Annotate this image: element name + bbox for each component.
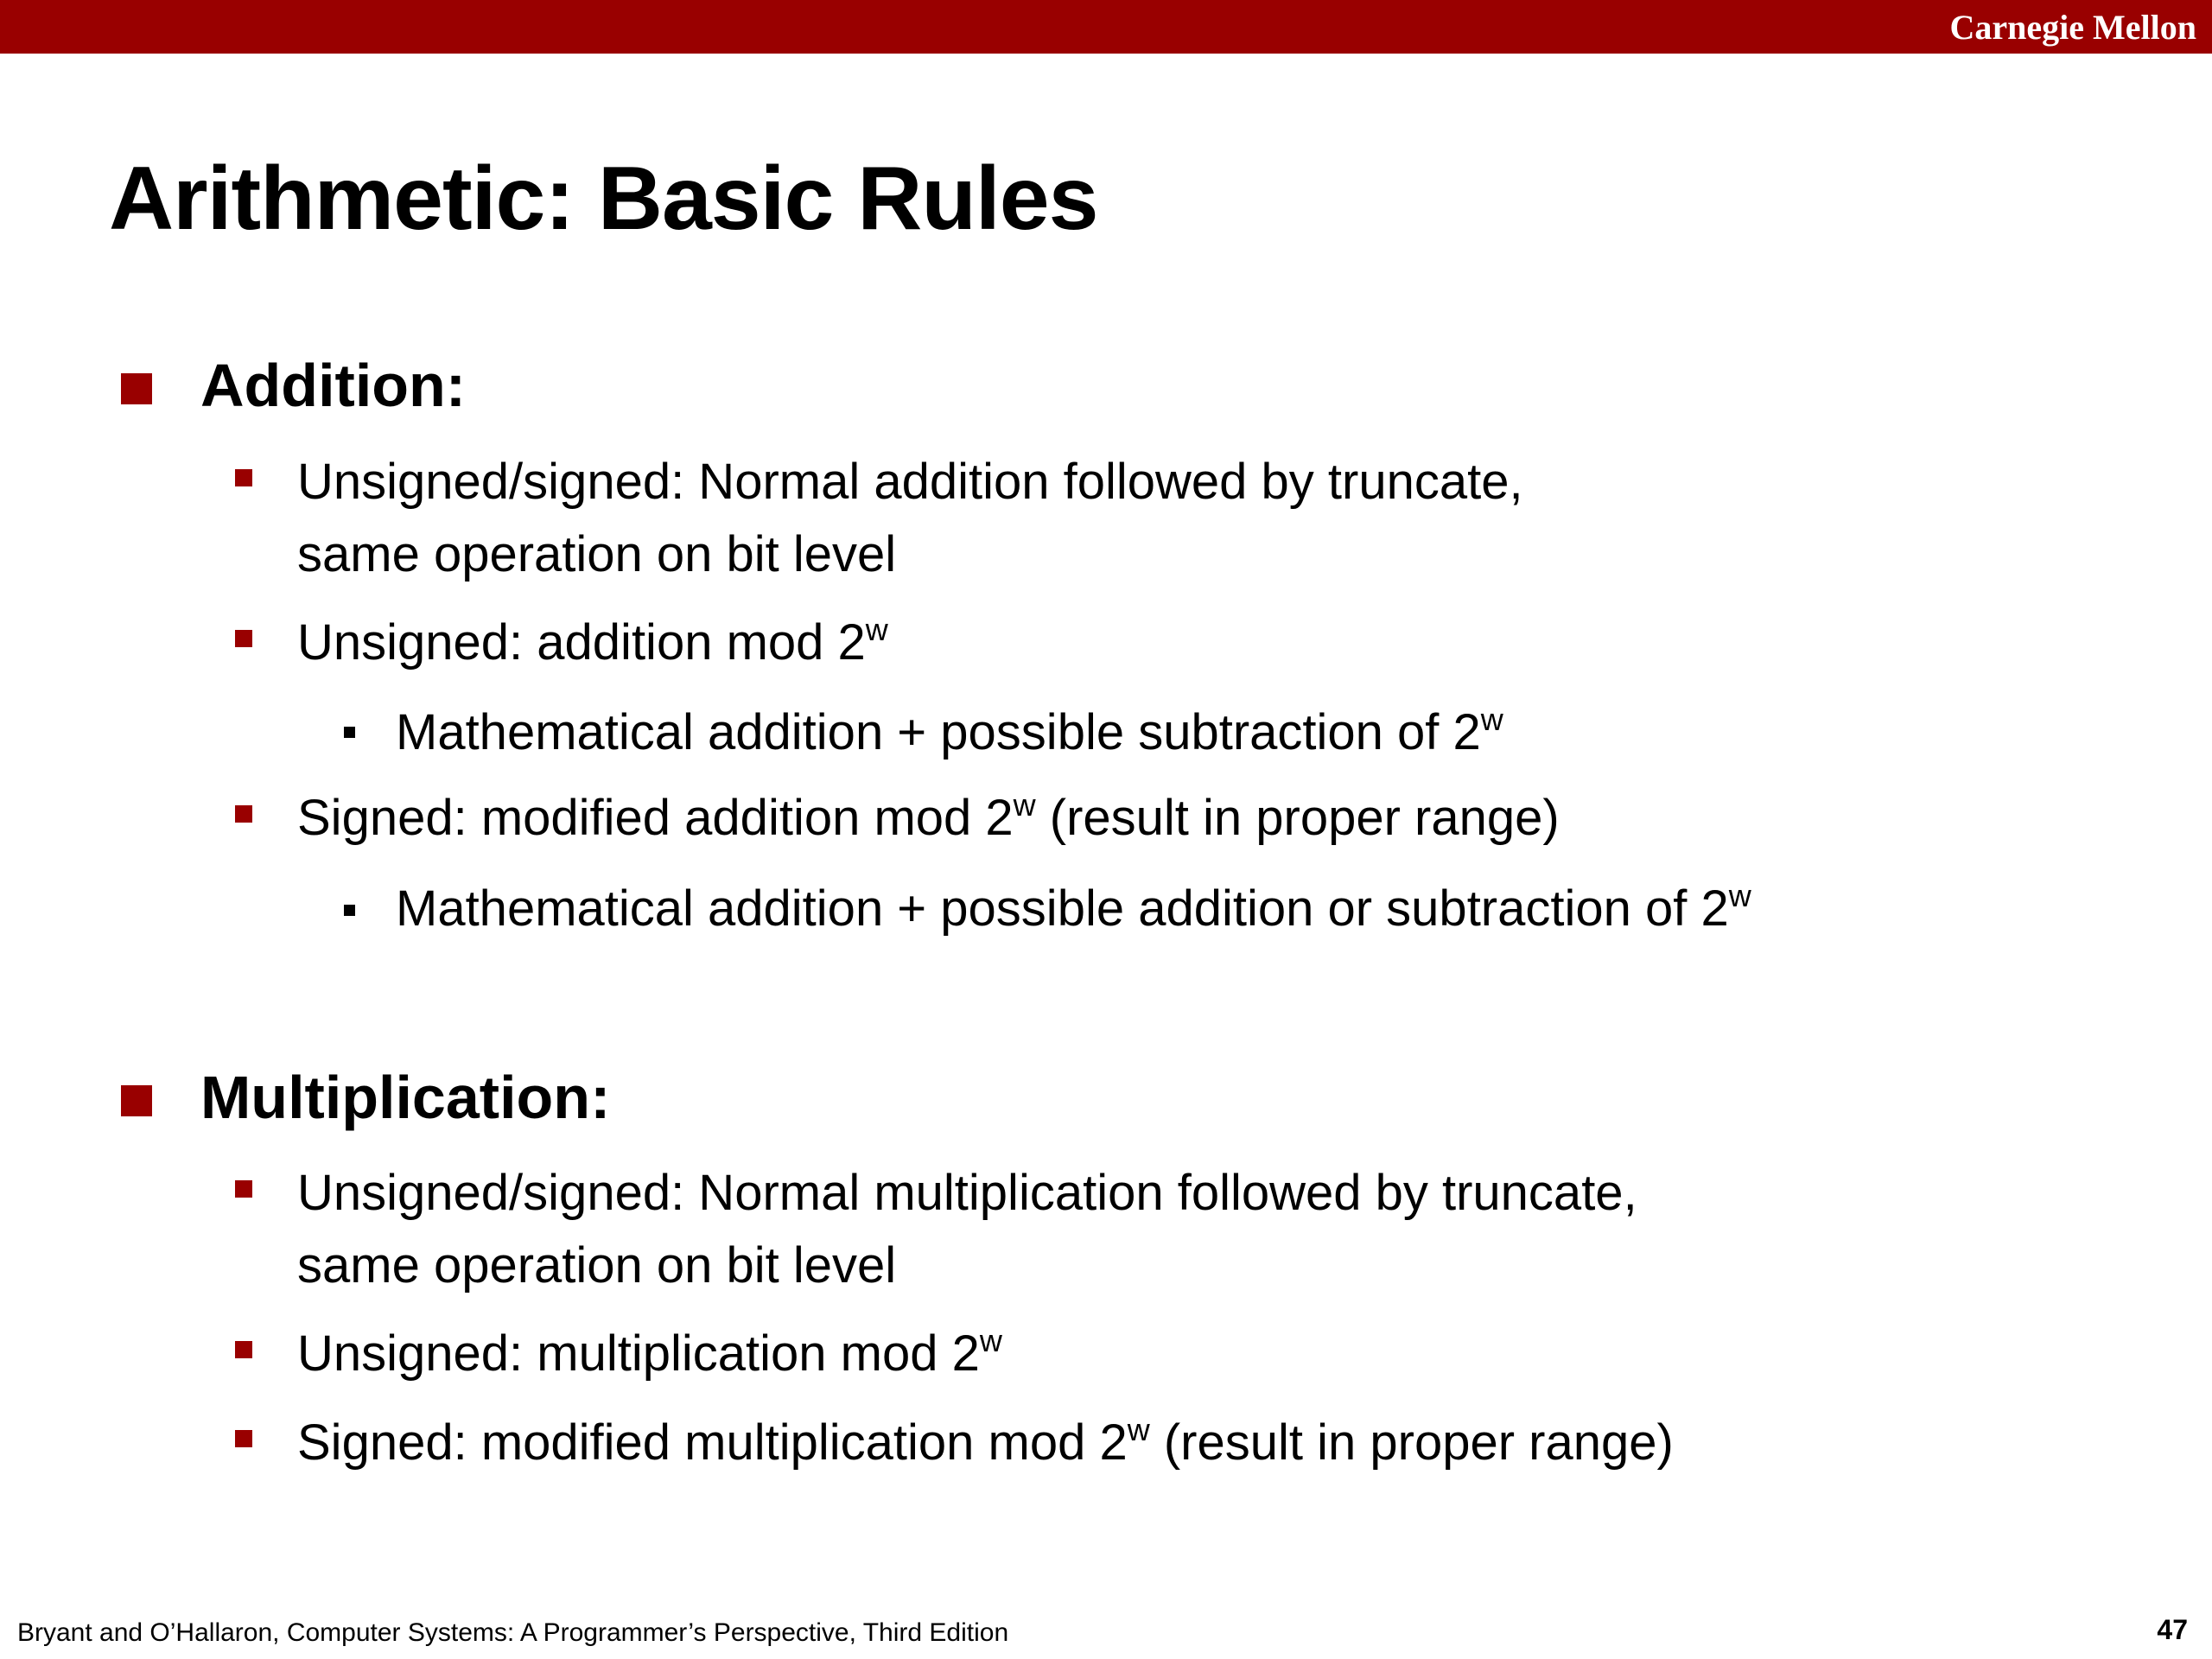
list-item: Signed: modified addition mod 2$^w$ (result in proper range) [297,787,1560,846]
footer-citation: Bryant and O’Hallaron, Computer Systems: A Programmer’s Perspective, Third Edition [17,1618,1009,1647]
bullet-square-icon [121,1085,152,1116]
list-item: Unsigned/signed: Normal multiplication followed by truncate, [297,1165,1637,1221]
section-heading-addition: Addition: [200,352,467,419]
slide-title: Arithmetic: Basic Rules [109,149,1098,249]
list-item: Signed: modified multiplication mod 2$^w$ (result in proper range) [297,1412,1674,1471]
bullet-square-icon [235,630,252,647]
bullet-square-icon [235,469,252,486]
list-item: Unsigned: multiplication mod 2$^w$ [297,1323,1002,1382]
header-bar [0,0,2212,54]
list-item-continuation: same operation on bit level [297,526,897,582]
list-item: Mathematical addition + possible subtraction of 2$^w$ [396,702,1503,760]
bullet-small-square-icon [344,727,355,738]
list-item-continuation: same operation on bit level [297,1237,897,1294]
bullet-square-icon [235,1430,252,1447]
page-number: 47 [2157,1614,2188,1645]
list-item: Mathematical addition + possible addition or subtraction of 2$^w$ [396,878,1751,937]
bullet-small-square-icon [344,905,355,916]
list-item: Unsigned: addition mod 2$^w$ [297,612,888,671]
section-heading-multiplication: Multiplication: [200,1064,611,1131]
brand-logo-text: Carnegie Mellon [1949,8,2196,47]
bullet-square-icon [235,1180,252,1198]
bullet-square-icon [121,373,152,404]
bullet-square-icon [235,1341,252,1358]
bullet-square-icon [235,805,252,823]
list-item: Unsigned/signed: Normal addition followed by truncate, [297,454,1523,510]
